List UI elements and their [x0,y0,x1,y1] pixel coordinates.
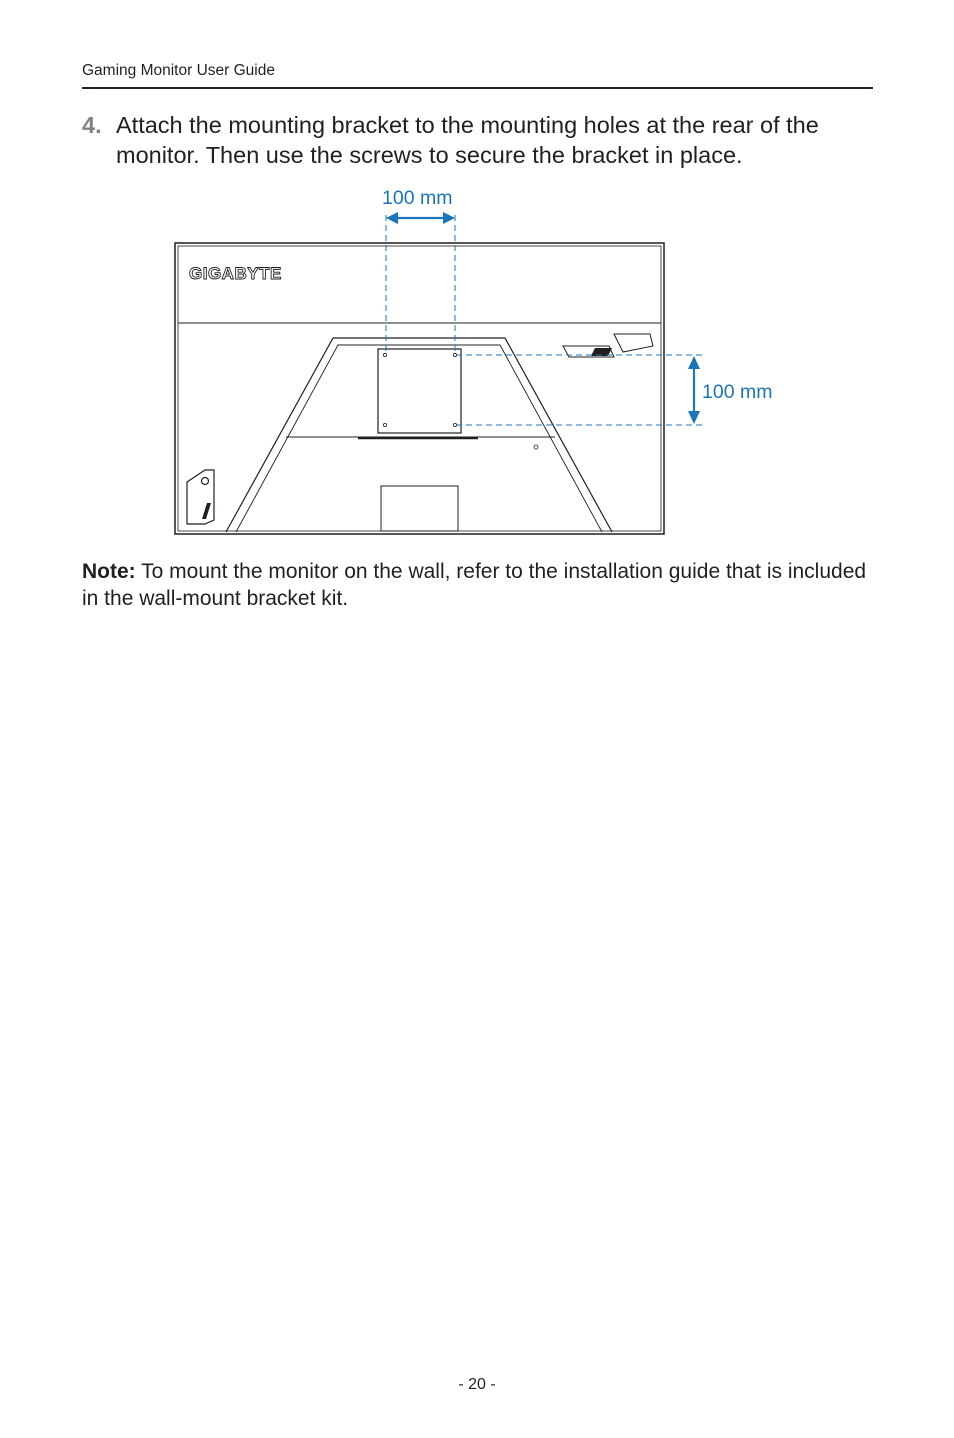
note-text: To mount the monitor on the wall, refer to the installation guide that is included in the wall-mount bracket kit. [82,560,867,610]
note-paragraph [82,558,872,612]
status-led-icon [534,445,538,449]
power-module [187,470,214,524]
step-number: 4. [82,112,102,138]
vesa-plate [378,349,461,433]
monitor-rear-diagram [170,180,790,542]
document-header: Gaming Monitor User Guide [82,62,275,79]
mount-hole-top-left [383,353,386,356]
horizontal-dimension-label: 100 mm [382,187,453,209]
control-port-right [614,334,653,352]
power-button-icon [202,478,209,485]
page-number: - 20 - [458,1376,496,1393]
instruction-step [82,110,872,170]
brand-logo: GIGABYTE [189,264,282,283]
power-connector-icon [202,503,211,519]
step-text: Attach the mounting bracket to the mounting holes at the rear of the monitor. Then use the screws to secure the bracket in place. [116,112,819,168]
vertical-dimension-label: 100 mm [702,381,773,403]
port-cover [381,486,458,531]
note-label: Note: [82,560,136,583]
header-divider [82,87,873,89]
vertical-dimension-arrow [688,356,700,424]
stand-outline [226,338,612,532]
mount-hole-bottom-left [383,423,386,426]
horizontal-dimension-arrow [386,212,455,224]
